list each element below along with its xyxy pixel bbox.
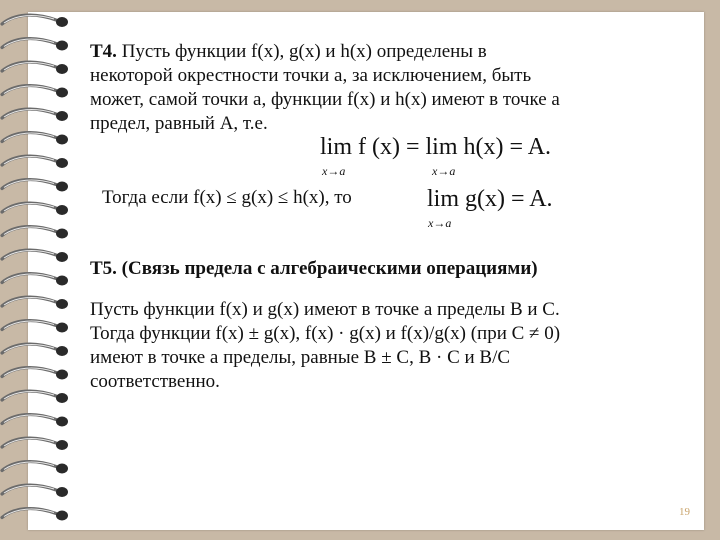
binding-hole (56, 487, 68, 497)
binding-hole (56, 135, 68, 145)
page-number: 19 (679, 506, 690, 518)
t5-line-3: имеют в точке a пределы, равные B ± C, B · C и B/C (90, 347, 511, 368)
limit-sub-1: x→a (322, 164, 346, 178)
t5-line-4: соответственно. (90, 371, 220, 392)
t4-label: Т4. (90, 41, 117, 62)
binding-hole (56, 440, 68, 450)
binding-hole (56, 323, 68, 333)
t4-then-text: Тогда если f(x) ≤ g(x) ≤ h(x), то (102, 187, 352, 208)
binding-hole (56, 393, 68, 403)
binding-hole (56, 276, 68, 286)
binding-hole (56, 158, 68, 168)
binding-hole (56, 64, 68, 74)
t4-line-1: Пусть функции f(x), g(x) и h(x) определены в (121, 41, 487, 62)
binding-hole (56, 17, 68, 27)
limit-formula-2: lim g(x) = A. (427, 186, 553, 212)
binding-hole (56, 252, 68, 262)
binding-hole (56, 111, 68, 121)
limit-formula-1: lim f (x) = lim h(x) = A. (320, 134, 552, 160)
theorem-t5-body (90, 298, 690, 394)
binding-hole (56, 417, 68, 427)
theorem-t4 (90, 40, 690, 136)
limit-sub-3: x→a (428, 216, 452, 230)
binding-hole (56, 346, 68, 356)
binding-hole (56, 370, 68, 380)
binding-hole (56, 229, 68, 239)
binding-hole (56, 182, 68, 192)
binding-hole (56, 88, 68, 98)
limit-sub-2: x→a (432, 164, 456, 178)
t4-line-2: некоторой окрестности точки a, за исключением, быть (90, 65, 532, 86)
binding-hole (56, 41, 68, 51)
binding-hole (56, 299, 68, 309)
binding-hole (56, 511, 68, 521)
t5-line-2: Тогда функции f(x) ± g(x), f(x) · g(x) и f(x)/g(x) (при C ≠ 0) (90, 323, 561, 344)
spiral-binding (0, 0, 80, 540)
t5-line-1: Пусть функции f(x) и g(x) имеют в точке a пределы B и C. (90, 299, 560, 320)
binding-hole (56, 464, 68, 474)
t4-line-3: может, самой точки a, функции f(x) и h(x) имеют в точке a (90, 89, 560, 110)
theorem-t5-title: Т5. (Связь предела с алгебраическими операциями) (90, 258, 538, 279)
t4-line-4: предел, равный A, т.е. (90, 113, 268, 134)
binding-hole (56, 205, 68, 215)
